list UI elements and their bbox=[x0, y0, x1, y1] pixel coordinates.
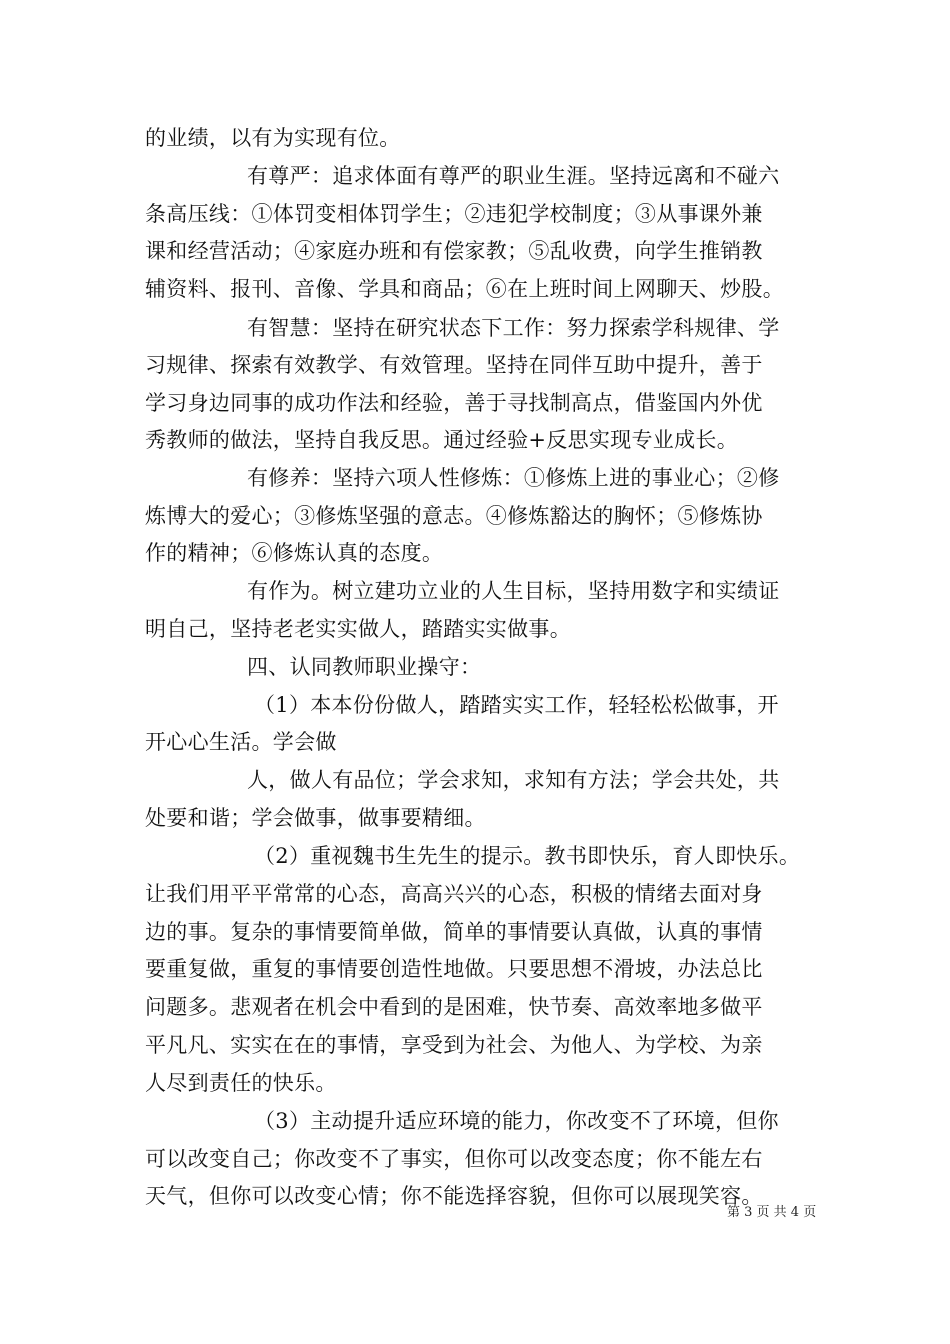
text-line: 作的精神；⑥修炼认真的态度。 bbox=[145, 541, 444, 565]
text-line: （3）主动提升适应环境的能力，你改变不了环境，但你 bbox=[254, 1109, 779, 1133]
text-line: 条高压线：①体罚变相体罚学生；②违犯学校制度；③从事课外兼 bbox=[145, 202, 763, 226]
text-line: 明自己，坚持老老实实做人，踏踏实实做事。 bbox=[145, 617, 571, 641]
text-line: 可以改变自己；你改变不了事实，但你可以改变态度；你不能左右 bbox=[145, 1147, 763, 1171]
text-line: 天气，但你可以改变心情；你不能选择容貌，但你可以展现笑容。 bbox=[145, 1184, 763, 1208]
text-line: 有尊严：追求体面有尊严的职业生涯。坚持远离和不碰六 bbox=[247, 164, 780, 188]
text-line: 要重复做，重复的事情要创造性地做。只要思想不滑坡，办法总比 bbox=[145, 957, 763, 981]
text-line: （2）重视魏书生先生的提示。教书即快乐，育人即快乐。 bbox=[254, 844, 801, 868]
text-line: 处要和谐；学会做事，做事要精细。 bbox=[145, 806, 486, 830]
text-line: 让我们用平平常常的心态，高高兴兴的心态，积极的情绪去面对身 bbox=[145, 882, 763, 906]
text-line: 开心心生活。学会做 bbox=[145, 730, 337, 754]
text-line: （1）本本份份做人，踏踏实实工作，轻轻松松做事，开 bbox=[254, 693, 779, 717]
text-line: 辅资料、报刊、音像、学具和商品；⑥在上班时间上网聊天、炒股。 bbox=[145, 277, 784, 301]
text-line: 人尽到责任的快乐。 bbox=[145, 1071, 337, 1095]
text-line: 有作为。树立建功立业的人生目标，坚持用数字和实绩证 bbox=[247, 579, 780, 603]
text-line: 平凡凡、实实在在的事情，享受到为社会、为他人、为学校、为亲 bbox=[145, 1033, 763, 1057]
text-line: 的业绩，以有为实现有位。 bbox=[145, 126, 401, 150]
text-line: 秀教师的做法，坚持自我反思。通过经验+反思实现专业成长。 bbox=[145, 428, 738, 452]
text-line: 边的事。复杂的事情要简单做，简单的事情要认真做，认真的事情 bbox=[145, 920, 763, 944]
text-line: 习规律、探索有效教学、有效管理。坚持在同伴互助中提升，善于 bbox=[145, 353, 763, 377]
text-line: 学习身边同事的成功作法和经验，善于寻找制高点，借鉴国内外优 bbox=[145, 391, 763, 415]
page-number: 第 3 页 共 4 页 bbox=[727, 1205, 817, 1220]
text-line: 课和经营活动；④家庭办班和有偿家教；⑤乱收费，向学生推销教 bbox=[145, 239, 763, 263]
text-line: 有智慧：坚持在研究状态下工作：努力探索学科规律、学 bbox=[247, 316, 780, 340]
section-heading: 四、认同教师职业操守： bbox=[247, 655, 482, 679]
text-line: 人，做人有品位；学会求知，求知有方法；学会共处，共 bbox=[247, 768, 780, 792]
text-line: 炼博大的爱心；③修炼坚强的意志。④修炼豁达的胸怀；⑤修炼协 bbox=[145, 504, 763, 528]
text-line: 问题多。悲观者在机会中看到的是困难，快节奏、高效率地多做平 bbox=[145, 995, 763, 1019]
text-line: 有修养：坚持六项人性修炼：①修炼上进的事业心；②修 bbox=[247, 466, 780, 490]
